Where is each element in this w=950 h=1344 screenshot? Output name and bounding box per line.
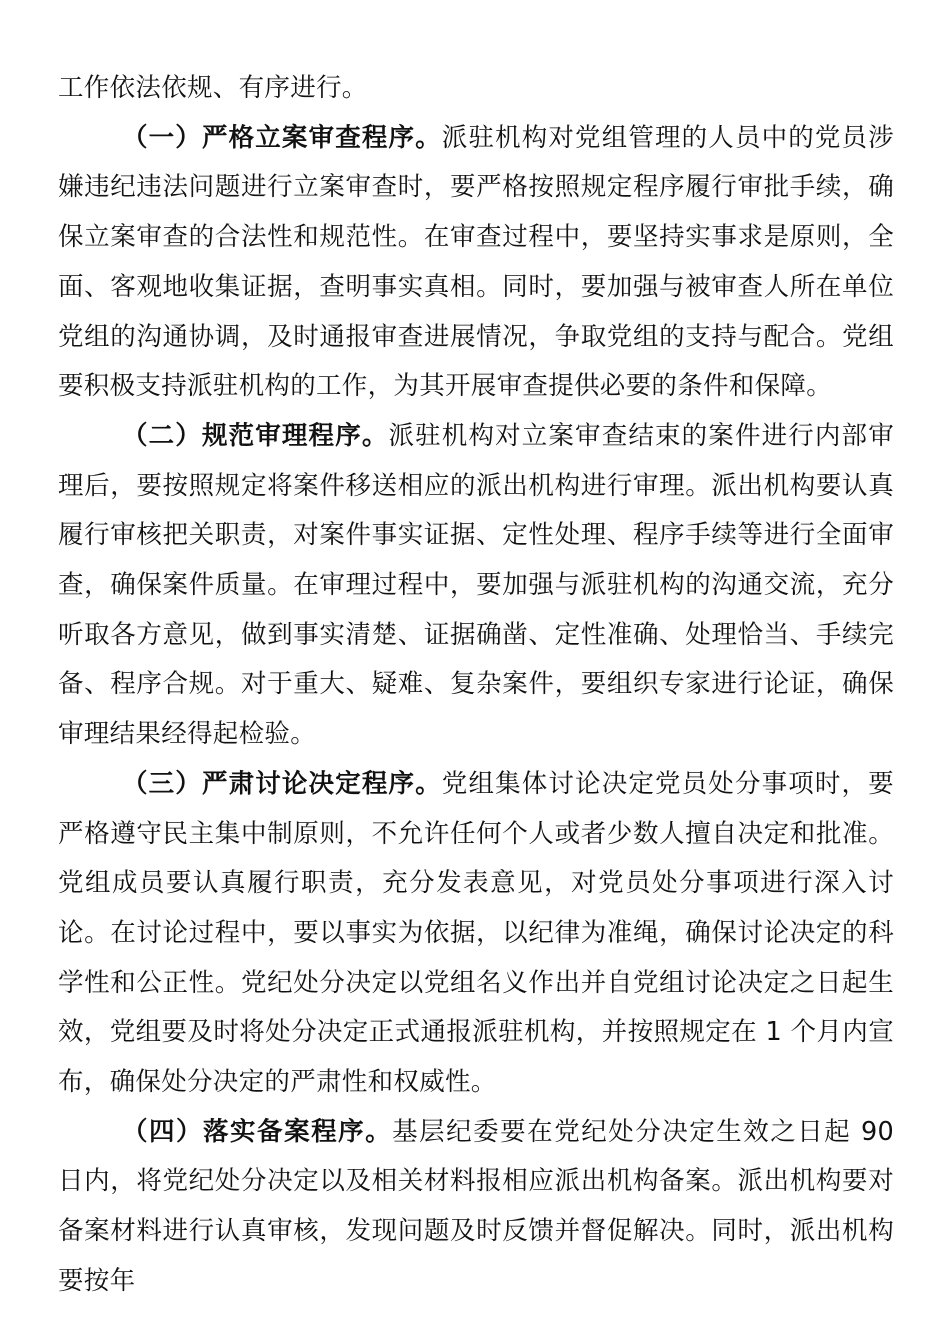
section-heading: （一）严格立案审查程序。 (122, 122, 442, 153)
paragraph-section-3 (58, 760, 894, 1108)
paragraph-text: 派驻机构对党组管理的人员中的党员涉嫌违纪违法问题进行立案审查时，要严格按照规定程序履行审批手续，确保立案审查的合法性和规范性。在审查过程中，要坚持实事求是原则，全面、客观地收集证据，查明事实真相。同时，要加强与被审查人所在单位党组的沟通协调，及时通报审查进展情况，争取党组的支持与配合。党组要积极支持派驻机构的工作，为其开展审查提供必要的条件和保障。 (58, 122, 894, 402)
paragraph-continuation (58, 64, 894, 114)
paragraph-section-4 (58, 1108, 894, 1307)
paragraph-text: 基层纪委要在党纪处分决定生效之日起 90 日内，将党纪处分决定以及相关材料报相应派出机构备案。派出机构要对备案材料进行认真审核，发现问题及时反馈并督促解决。同时，派出机构要按年 (58, 1116, 894, 1296)
document-page (58, 64, 894, 1307)
section-heading: （四）落实备案程序。 (122, 1116, 393, 1147)
section-heading: （三）严肃讨论决定程序。 (122, 768, 442, 799)
paragraph-text: 派驻机构对立案审查结束的案件进行内部审理后，要按照规定将案件移送相应的派出机构进行审理。派出机构要认真履行审核把关职责，对案件事实证据、定性处理、程序手续等进行全面审查，确保案件质量。在审理过程中，要加强与派驻机构的沟通交流，充分听取各方意见，做到事实清楚、证据确凿、定性准确、处理恰当、手续完备、程序合规。对于重大、疑难、复杂案件，要组织专家进行论证，确保审理结果经得起检验。 (58, 420, 894, 750)
paragraph-section-2 (58, 412, 894, 760)
paragraph-text: 工作依法依规、有序进行。 (58, 73, 368, 103)
paragraph-section-1 (58, 114, 894, 412)
section-heading: （二）规范审理程序。 (122, 420, 389, 451)
paragraph-text: 党组集体讨论决定党员处分事项时，要严格遵守民主集中制原则，不允许任何个人或者少数人擅自决定和批准。党组成员要认真履行职责，充分发表意见，对党员处分事项进行深入讨论。在讨论过程中，要以事实为依据，以纪律为准绳，确保讨论决定的科学性和公正性。党纪处分决定以党组名义作出并自党组讨论决定之日起生效，党组要及时将处分决定正式通报派驻机构，并按照规定在 1 个月内宣布，确保处分决定的严肃性和权威性。 (58, 768, 894, 1098)
